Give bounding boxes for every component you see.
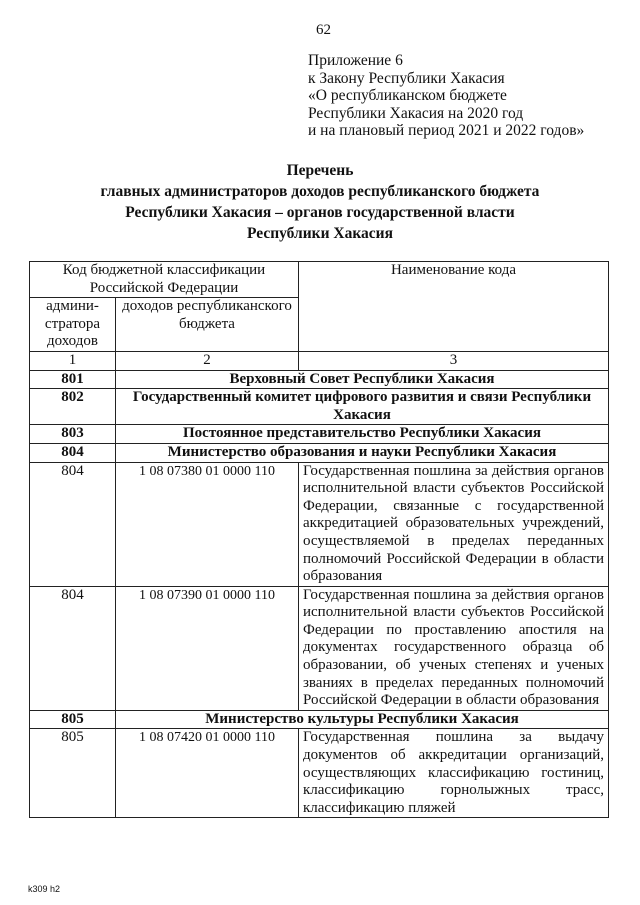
section-name: Министерство образования и науки Республики Хакасия (116, 443, 609, 462)
column-number: 2 (116, 351, 299, 370)
admin-code: 804 (30, 443, 116, 462)
table-row (30, 462, 609, 586)
table-header-row (30, 262, 609, 298)
income-code: 1 08 07390 01 0000 110 (116, 586, 299, 710)
appendix-line: Республики Хакасия на 2020 год (308, 104, 524, 122)
admin-code: 805 (30, 729, 116, 818)
title-line: Перечень (286, 162, 354, 179)
admin-code: 805 (30, 710, 116, 729)
section-name: Верховный Совет Республики Хакасия (116, 370, 609, 389)
table-row-section (30, 710, 609, 729)
admin-code: 802 (30, 389, 116, 425)
column-number-row (30, 351, 609, 370)
header-code-name: Наименование кода (299, 262, 609, 352)
admin-code: 804 (30, 586, 116, 710)
income-code: 1 08 07380 01 0000 110 (116, 462, 299, 586)
title-line: Республики Хакасия – органов государственной власти (125, 204, 515, 221)
header-admin: админи-стратора доходов (30, 298, 116, 352)
column-number: 3 (299, 351, 609, 370)
code-description: Государственная пошлина за действия органов исполнительной власти субъектов Российской Федерации по проставлению апостиля на документах государственного образца об образовании, об ученых степенях и ученых званиях в пределах переданных полномочий Российской Федерации в области образования (299, 586, 609, 710)
document-title (0, 160, 640, 244)
page-number: 62 (316, 22, 331, 38)
table-row-section (30, 389, 609, 425)
table-row-section (30, 370, 609, 389)
appendix-line: и на плановый период 2021 и 2022 годов» (308, 122, 585, 140)
appendix-header (308, 52, 584, 140)
appendix-line: Приложение 6 (308, 52, 403, 69)
section-name: Министерство культуры Республики Хакасия (116, 710, 609, 729)
title-line: главных администраторов доходов республиканского бюджета (100, 183, 540, 200)
administrators-table (29, 261, 609, 818)
table-row-section (30, 425, 609, 444)
income-code: 1 08 07420 01 0000 110 (116, 729, 299, 818)
admin-code: 804 (30, 462, 116, 586)
footer-code: k309 h2 (28, 884, 61, 894)
title-line: Республики Хакасия (246, 225, 393, 242)
section-name: Постоянное представительство Республики Хакасия (116, 425, 609, 444)
admin-code: 803 (30, 425, 116, 444)
table-row-section (30, 443, 609, 462)
appendix-line: к Закону Республики Хакасия (308, 69, 505, 87)
header-income: доходов республиканского бюджета (116, 298, 299, 352)
code-description: Государственная пошлина за действия органов исполнительной власти субъектов Российской Федерации, связанные с государственной аккредитацией образовательных учреждений, осуществляемой в пределах переданных полномочий Российской Федерации в области образования (299, 462, 609, 586)
section-name: Государственный комитет цифрового развития и связи Республики Хакасия (116, 389, 609, 425)
header-budget-classification: Код бюджетной классификации Российской Федерации (30, 262, 299, 298)
code-description: Государственная пошлина за выдачу документов об аккредитации организаций, осуществляющих классификацию гостиниц, классификацию горнолыжных трасс, классификацию пляжей (299, 729, 609, 818)
column-number: 1 (30, 351, 116, 370)
table-row (30, 586, 609, 710)
table-row (30, 729, 609, 818)
admin-code: 801 (30, 370, 116, 389)
appendix-line: «О республиканском бюджете (308, 87, 507, 105)
